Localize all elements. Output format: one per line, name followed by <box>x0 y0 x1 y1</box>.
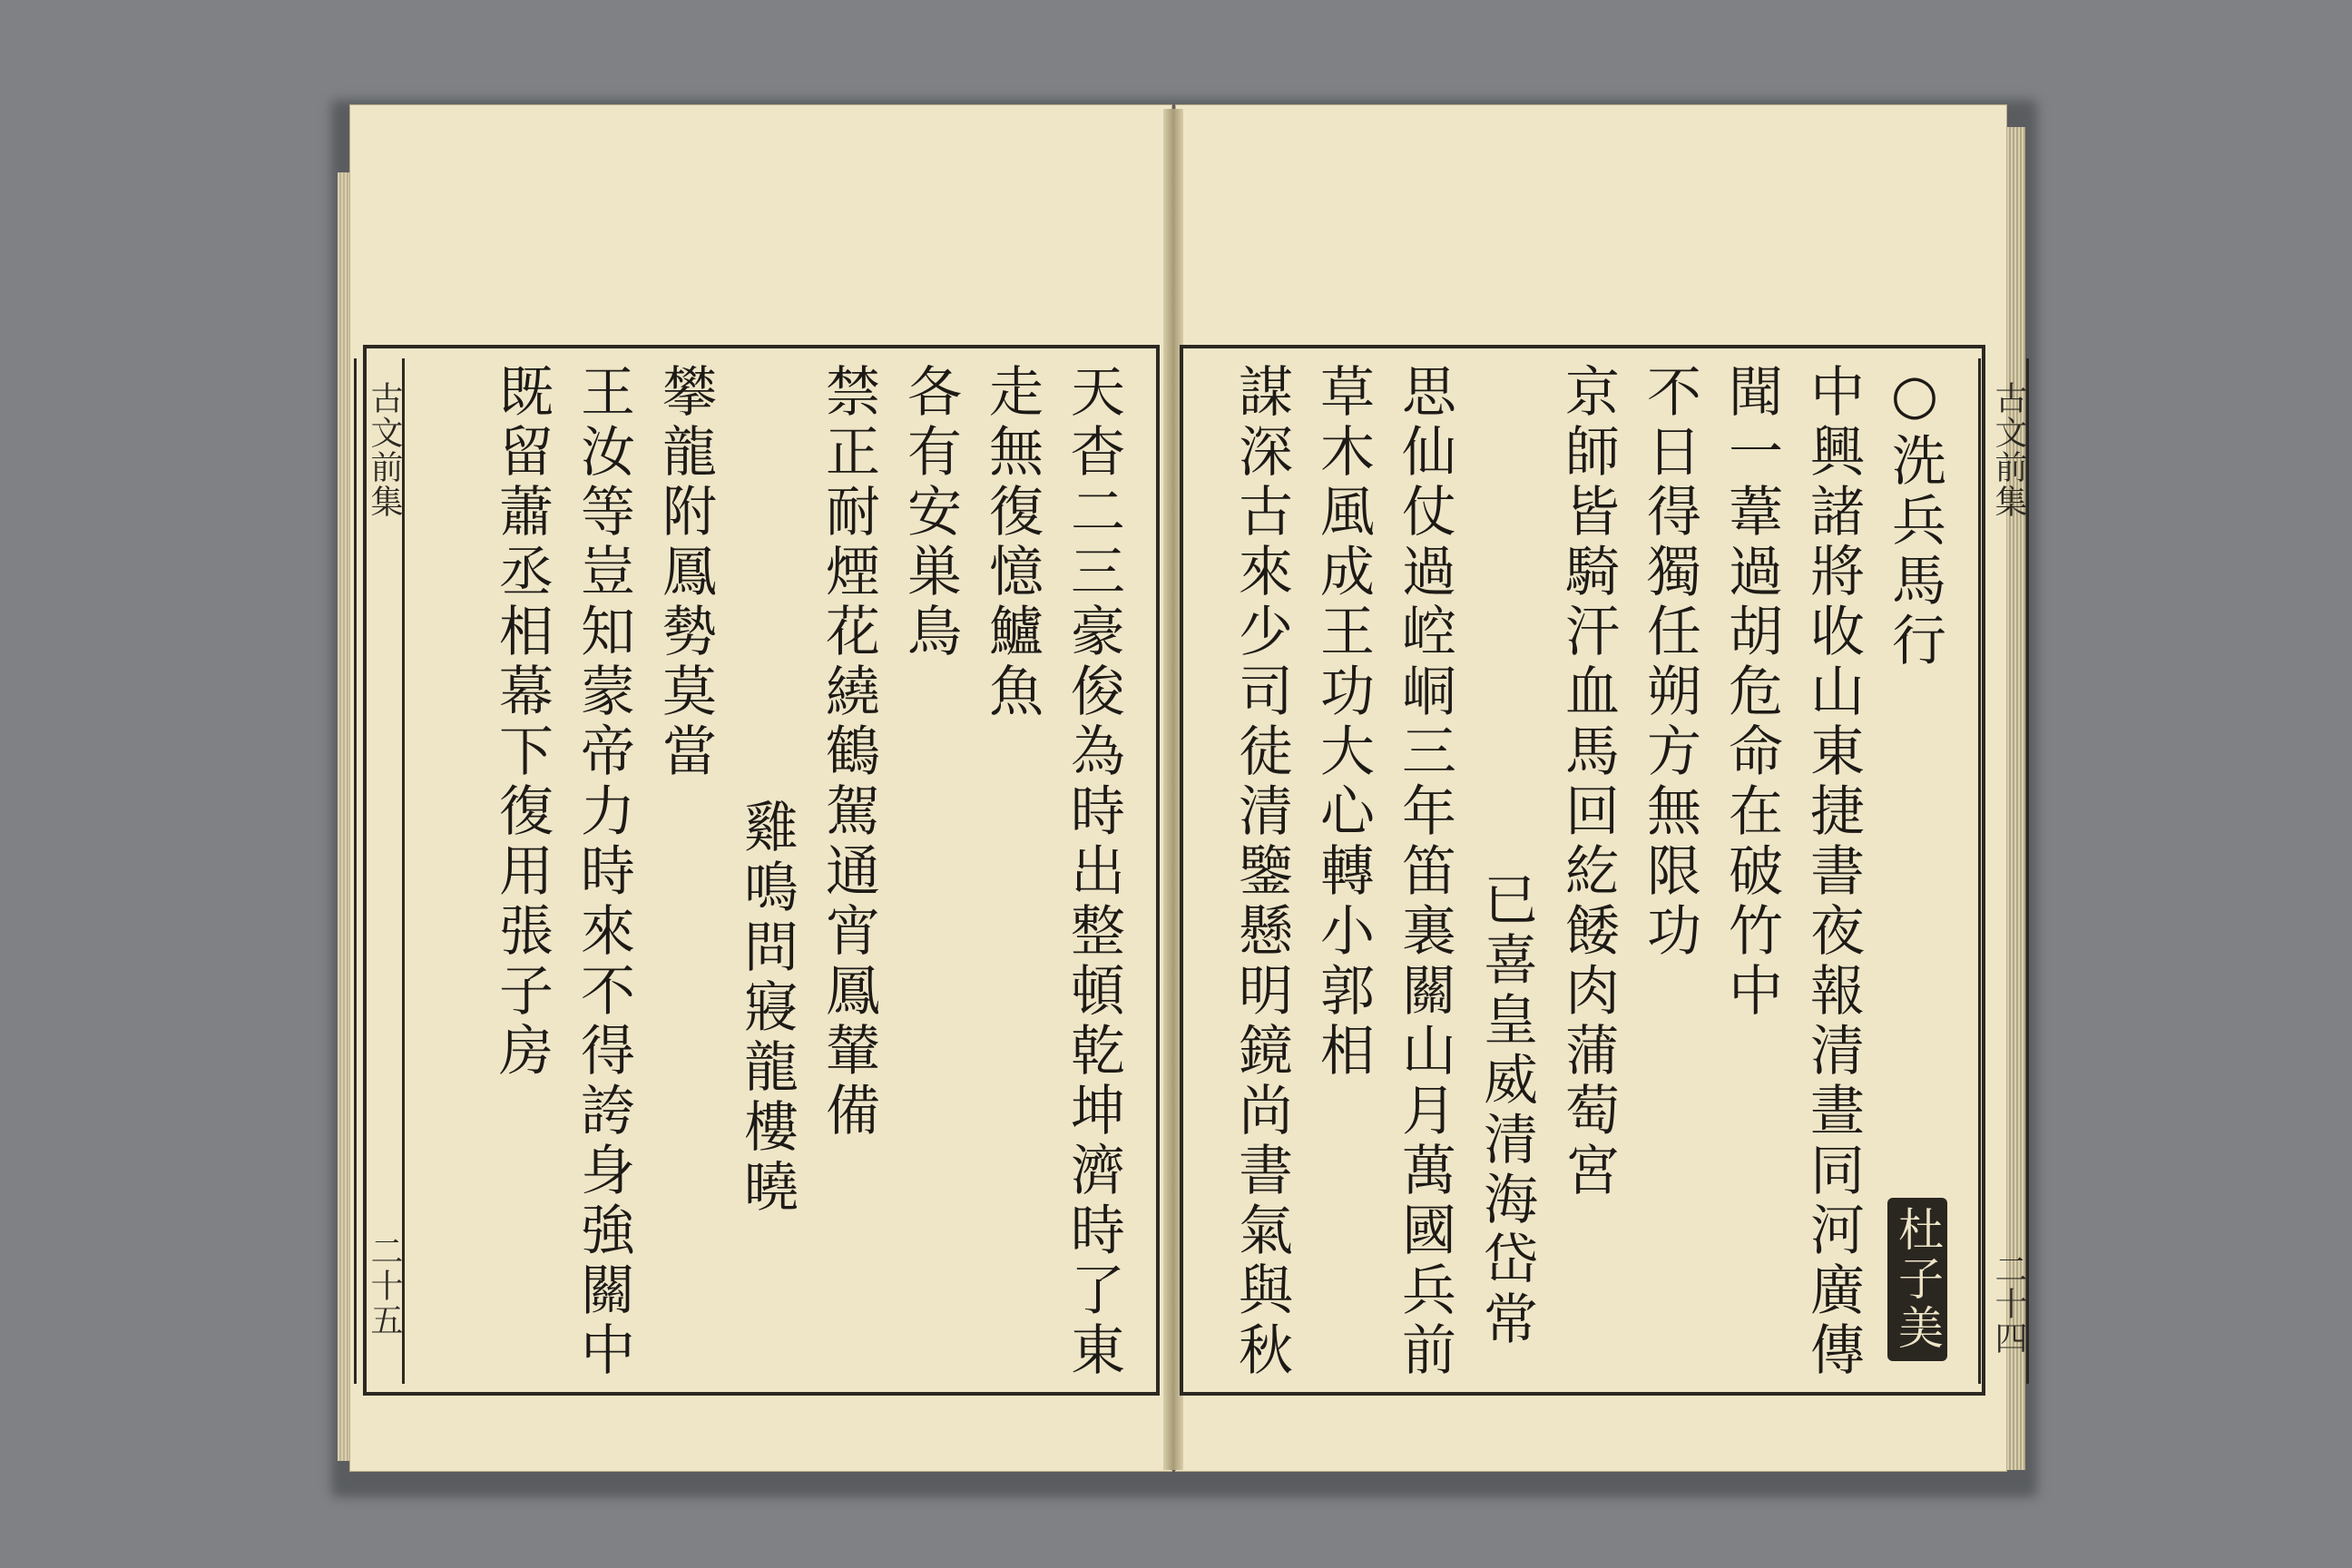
right-page-number: 二十四 <box>1990 1252 2027 1356</box>
right-col-7: 思仙仗過崆峒三年笛裏關山月萬國兵前 <box>1393 363 1456 1381</box>
right-col-5: 京師皆騎汗血馬回紇餧肉蒲萄宮 <box>1556 363 1620 1201</box>
right-col-9: 謀深古來少司徒清鑒懸明鏡尚書氣與秋 <box>1230 363 1293 1381</box>
left-col-7: 王汝等豈知蒙帝力時來不得誇身強關中 <box>572 363 635 1381</box>
left-col-3: 各有安巣鳥 <box>898 363 962 662</box>
right-col-2: 中興諸將收山東捷書夜報清晝同河廣傳 <box>1801 363 1865 1381</box>
right-col-8: 草木風成王功大心轉小郭相 <box>1311 363 1375 1082</box>
author-seal: 杜子美 <box>1887 1198 1947 1361</box>
left-col-6: 攀龍附鳳勢莫當 <box>653 363 717 782</box>
right-col-4: 不日得獨任朔方無限功 <box>1638 363 1701 962</box>
left-col-4: 禁正耐煙花繞鶴駕通宵鳳輦備 <box>817 363 880 1142</box>
left-col-5: 雞鳴問寢龍樓曉 <box>735 799 799 1218</box>
right-col-1: ○洗兵馬行 <box>1883 363 1946 671</box>
right-col-6: 已喜皇威清海岱常 <box>1475 871 1538 1350</box>
left-col-2: 走無復憶鱸魚 <box>980 363 1044 722</box>
left-col-1: 天杳二三豪俊為時出整頓乾坤濟時了東 <box>1062 363 1125 1381</box>
left-running-title: 古文前集 <box>366 381 403 519</box>
left-page-number: 二十五 <box>366 1234 403 1338</box>
left-col-8: 既留蕭丞相幕下復用張子房 <box>490 363 554 1082</box>
right-running-title: 古文前集 <box>1990 381 2027 519</box>
right-col-3: 聞一葦過胡危命在破竹中 <box>1720 363 1783 1022</box>
